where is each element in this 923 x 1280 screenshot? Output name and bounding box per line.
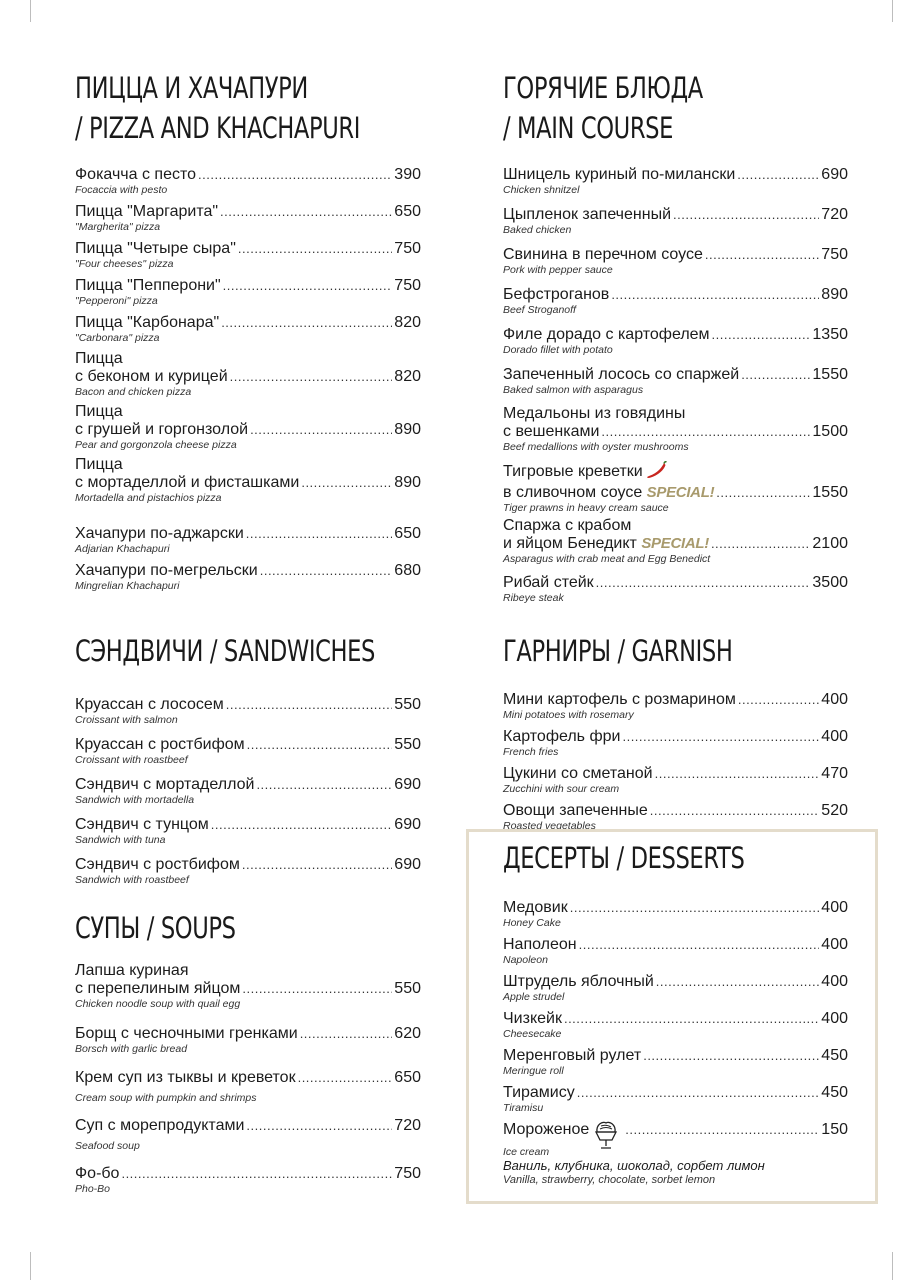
item-name: Мини картофель с розмарином [503,691,736,708]
menu-item [503,690,848,727]
item-name: Фокачча с песто [75,166,197,183]
soups-section [75,908,421,1204]
item-name: Филе дорадо с картофелем [503,326,710,343]
item-translation: Sandwich with roastbeef [75,874,189,886]
item-price: 720 [394,1117,421,1134]
item-name-line1: Медальоны из говядины [503,405,686,422]
item-translation: Chicken noodle soup with quail egg [75,998,241,1010]
leader-dots [596,573,811,592]
item-price: 650 [394,203,421,220]
leader-dots [711,534,810,553]
item-price: 470 [821,765,848,782]
item-translation: Cream soup with pumpkin and shrimps [75,1092,257,1104]
item-translation: Adjarian Khachapuri [75,543,170,555]
menu-item [503,325,848,365]
leader-dots [230,367,393,386]
item-name: Пицца "Пепперони" [75,277,221,294]
menu-item [503,461,848,517]
desserts-heading: ДЕСЕРТЫ / DESSERTS [503,841,745,875]
item-name: Сэндвич с ростбифом [75,856,240,873]
leader-dots [260,561,393,580]
menu-item [75,403,421,456]
item-price: 520 [821,802,848,819]
item-translation: Asparagus with crab meat and Egg Benedict [503,553,711,565]
item-price: 820 [394,368,421,385]
item-name: Борщ с чесночными гренками [75,1025,298,1042]
leader-dots [250,420,392,439]
menu-item [503,898,848,935]
item-translation: Bacon and chicken pizza [75,386,192,398]
item-name: Фо-бо [75,1165,120,1182]
leader-dots [301,473,392,492]
item-price: 750 [821,246,848,263]
menu-item [503,517,848,573]
menu-item [75,276,421,313]
item-price: 650 [394,525,421,542]
special-label: SPECIAL! [641,535,709,552]
item-translation: "Margherita" pizza [75,221,161,233]
item-name: Чизкейк [503,1010,562,1027]
item-name: с перепелиным яйцом [75,980,241,997]
item-translation: Zucchini with sour cream [503,783,620,795]
leader-dots [223,276,393,295]
item-price: 450 [821,1047,848,1064]
item-name: Хачапури по-мегрельски [75,562,258,579]
garnish-heading: ГАРНИРЫ / GARNISH [503,634,733,668]
leader-dots [570,898,820,917]
leader-dots [242,855,392,874]
menu-item [503,205,848,245]
leader-dots [705,245,819,264]
leader-dots [221,313,392,332]
leader-dots [564,1009,819,1028]
item-translation: "Pepperoni" pizza [75,295,158,307]
item-price: 550 [394,696,421,713]
item-price: 390 [394,166,421,183]
leader-dots [577,1083,820,1102]
item-name: Пицца "Четыре сыра" [75,240,236,257]
pizza-heading-ru: ПИЦЦА И ХАЧАПУРИ [75,71,308,105]
menu-item [503,573,848,613]
menu-item [75,1164,421,1204]
item-name: Хачапури по-аджарски [75,525,244,542]
item-name: Сэндвич с мортаделлой [75,776,255,793]
desserts-section [503,838,848,1187]
menu-item [75,524,421,561]
leader-dots [601,422,810,441]
item-name: Свинина в перечном соусе [503,246,703,263]
menu-item [503,1046,848,1083]
menu-item [503,935,848,972]
item-price: 620 [394,1025,421,1042]
item-translation: Ribeye steak [503,592,564,604]
item-name: Картофель фри [503,728,621,745]
menu-item [503,972,848,1009]
leader-dots [246,1116,392,1135]
leader-dots [238,239,392,258]
leader-dots [121,1164,392,1183]
item-price: 3500 [812,574,848,591]
item-translation: Apple strudel [503,991,565,1003]
leader-dots [611,285,819,304]
item-price: 400 [821,936,848,953]
item-price: 400 [821,1010,848,1027]
item-name-line1: Лапша куриная [75,962,189,979]
item-name: и яйцом Бенедикт [503,535,637,552]
menu-item [503,1120,848,1158]
item-name: Шницель куриный по-милански [503,166,736,183]
item-translation: Napoleon [503,954,548,966]
item-price: 750 [394,277,421,294]
leader-dots [643,1046,819,1065]
ice-cream-flavors-en: Vanilla, strawberry, chocolate, sorbet lemon [503,1174,716,1186]
sandwiches-heading: СЭНДВИЧИ / SANDWICHES [75,634,376,668]
item-price: 400 [821,728,848,745]
item-translation: Baked chicken [503,224,572,236]
item-name: Рибай стейк [503,574,594,591]
item-translation: Croissant with roastbeef [75,754,188,766]
item-name: с беконом и курицей [75,368,228,385]
crop-mark [30,1252,31,1280]
item-price: 680 [394,562,421,579]
item-name-line1: Спаржа с крабом [503,517,632,534]
item-name-line1: Пицца [75,403,123,420]
item-name: Цукини со сметаной [503,765,653,782]
item-name: Цыпленок запеченный [503,206,672,223]
menu-item [503,1009,848,1046]
item-price: 450 [821,1084,848,1101]
leader-dots [579,935,820,954]
item-price: 1500 [812,423,848,440]
item-name: Запеченный лосось со спаржей [503,366,740,383]
item-price: 890 [821,286,848,303]
item-translation: Tiramisu [503,1102,544,1114]
item-name: с мортаделлой и фисташками [75,474,300,491]
item-translation: Pear and gorgonzola cheese pizza [75,439,237,451]
menu-item [75,561,421,598]
item-price: 890 [394,421,421,438]
item-price: 890 [394,474,421,491]
menu-item [503,405,848,461]
item-name: Овощи запеченные [503,802,648,819]
menu-item [75,962,421,1024]
item-name: Штрудель яблочный [503,973,654,990]
item-name: Круассан с ростбифом [75,736,245,753]
leader-dots [656,972,820,991]
item-translation: Meringue roll [503,1065,564,1077]
item-price: 650 [394,1069,421,1086]
crop-mark [892,0,893,22]
leader-dots [738,690,819,709]
menu-item [75,1024,421,1068]
leader-dots [247,735,393,754]
item-translation: Borsch with garlic bread [75,1043,188,1055]
item-price: 750 [394,1165,421,1182]
item-name: Суп с морепродуктами [75,1117,245,1134]
item-name: Мороженое [503,1121,590,1138]
item-translation: Pork with pepper sauce [503,264,613,276]
item-price: 690 [394,776,421,793]
item-translation: Honey Cake [503,917,561,929]
item-price: 690 [394,856,421,873]
item-price: 400 [821,899,848,916]
item-translation: Seafood soup [75,1140,140,1152]
item-name: в сливочном соусе [503,484,643,501]
menu-item [503,365,848,405]
right-column [503,68,848,838]
main-heading-en: / MAIN COURSE [503,111,674,145]
leader-dots [741,365,810,384]
item-price: 550 [394,736,421,753]
item-price: 400 [821,691,848,708]
menu-item [75,165,421,202]
leader-dots [737,165,819,184]
item-translation: Sandwich with tuna [75,834,166,846]
leader-dots [226,695,393,714]
item-price: 400 [821,973,848,990]
item-name: Тирамису [503,1084,575,1101]
leader-dots [625,1120,819,1139]
item-translation: Baked salmon with asparagus [503,384,644,396]
menu-item [503,727,848,764]
ice-cream-flavors-ru: Ваниль, клубника, шоколад, сорбет лимон [503,1158,765,1173]
ice-cream-icon [593,1120,619,1155]
menu-item [75,815,421,855]
item-name: Бефстроганов [503,286,610,303]
leader-dots [622,727,819,746]
special-label: SPECIAL! [646,484,715,501]
item-translation: Mini potatoes with rosemary [503,709,634,721]
item-translation: Tiger prawns in heavy cream sauce [503,502,669,514]
menu-item [75,855,421,895]
item-translation: Sandwich with mortadella [75,794,195,806]
leader-dots [211,815,393,834]
item-price: 1350 [812,326,848,343]
item-price: 150 [821,1121,848,1138]
menu-item [503,764,848,801]
item-translation: Beef medallions with oyster mushrooms [503,441,689,453]
item-name: Пицца "Карбонара" [75,314,220,331]
item-name: Круассан с лососем [75,696,224,713]
item-price: 2100 [812,535,848,552]
item-translation: Beef Stroganoff [503,304,576,316]
item-name-line1: Тигровые креветки [503,463,643,481]
item-translation: "Carbonara" pizza [75,332,160,344]
leader-dots [300,1024,393,1043]
item-translation: Croissant with salmon [75,714,178,726]
item-price: 690 [394,816,421,833]
item-translation: French fries [503,746,559,758]
main-heading-ru: ГОРЯЧИЕ БЛЮДА [503,71,703,105]
menu-item [503,1083,848,1120]
item-name-line1: Пицца [75,350,123,367]
item-translation: Chicken shnitzel [503,184,580,196]
soups-heading: СУПЫ / SOUPS [75,911,236,945]
item-translation: Ice cream [503,1146,550,1158]
item-name: с вешенками [503,423,600,440]
leader-dots [655,764,820,783]
item-name: Наполеон [503,936,577,953]
leader-dots [716,483,810,502]
pizza-heading-en: / PIZZA AND KHACHAPURI [75,111,360,145]
item-translation: Pho-Bo [75,1183,111,1195]
menu-item [75,202,421,239]
item-name: Сэндвич с тунцом [75,816,209,833]
leader-dots [650,801,820,820]
leader-dots [220,202,392,221]
menu-item [75,1116,421,1164]
menu-item [75,735,421,775]
item-price: 690 [821,166,848,183]
leader-dots [198,165,392,184]
item-translation: Mortadella and pistachios pizza [75,492,222,504]
item-name: Пицца "Маргарита" [75,203,219,220]
menu-item [503,245,848,285]
menu-item [75,350,421,403]
leader-dots [673,205,819,224]
item-price: 550 [394,980,421,997]
item-price: 1550 [812,366,848,383]
crop-mark [30,0,31,22]
item-price: 1550 [812,484,848,501]
menu-item [75,775,421,815]
leader-dots [256,775,392,794]
item-name: с грушей и горгонзолой [75,421,249,438]
menu-item [75,456,421,524]
crop-mark [892,1252,893,1280]
item-name: Меренговый рулет [503,1047,642,1064]
item-name-line1: Пицца [75,456,123,473]
leader-dots [712,325,811,344]
item-price: 820 [394,314,421,331]
garnish-section [503,631,848,838]
item-translation: Dorado fillet with potato [503,344,613,356]
menu-item [75,239,421,276]
item-translation: Cheesecake [503,1028,562,1040]
item-name: Крем суп из тыквы и креветок [75,1069,296,1086]
menu-item [75,695,421,735]
item-translation: Roasted vegetables [503,820,596,832]
pizza-section [75,68,421,598]
menu-item [503,285,848,325]
item-translation: Focaccia with pesto [75,184,168,196]
item-price: 720 [821,206,848,223]
leader-dots [246,524,393,543]
leader-dots [298,1068,393,1087]
left-column [75,68,421,1204]
leader-dots [242,979,392,998]
item-translation: Mingrelian Khachapuri [75,580,180,592]
menu-item [75,1068,421,1116]
item-translation: "Four cheeses" pizza [75,258,174,270]
menu-item [75,313,421,350]
main-course-section [503,68,848,613]
sandwiches-section [75,631,421,895]
item-price: 750 [394,240,421,257]
menu-item [503,165,848,205]
item-name: Медовик [503,899,568,916]
chili-pepper-icon [645,461,667,483]
